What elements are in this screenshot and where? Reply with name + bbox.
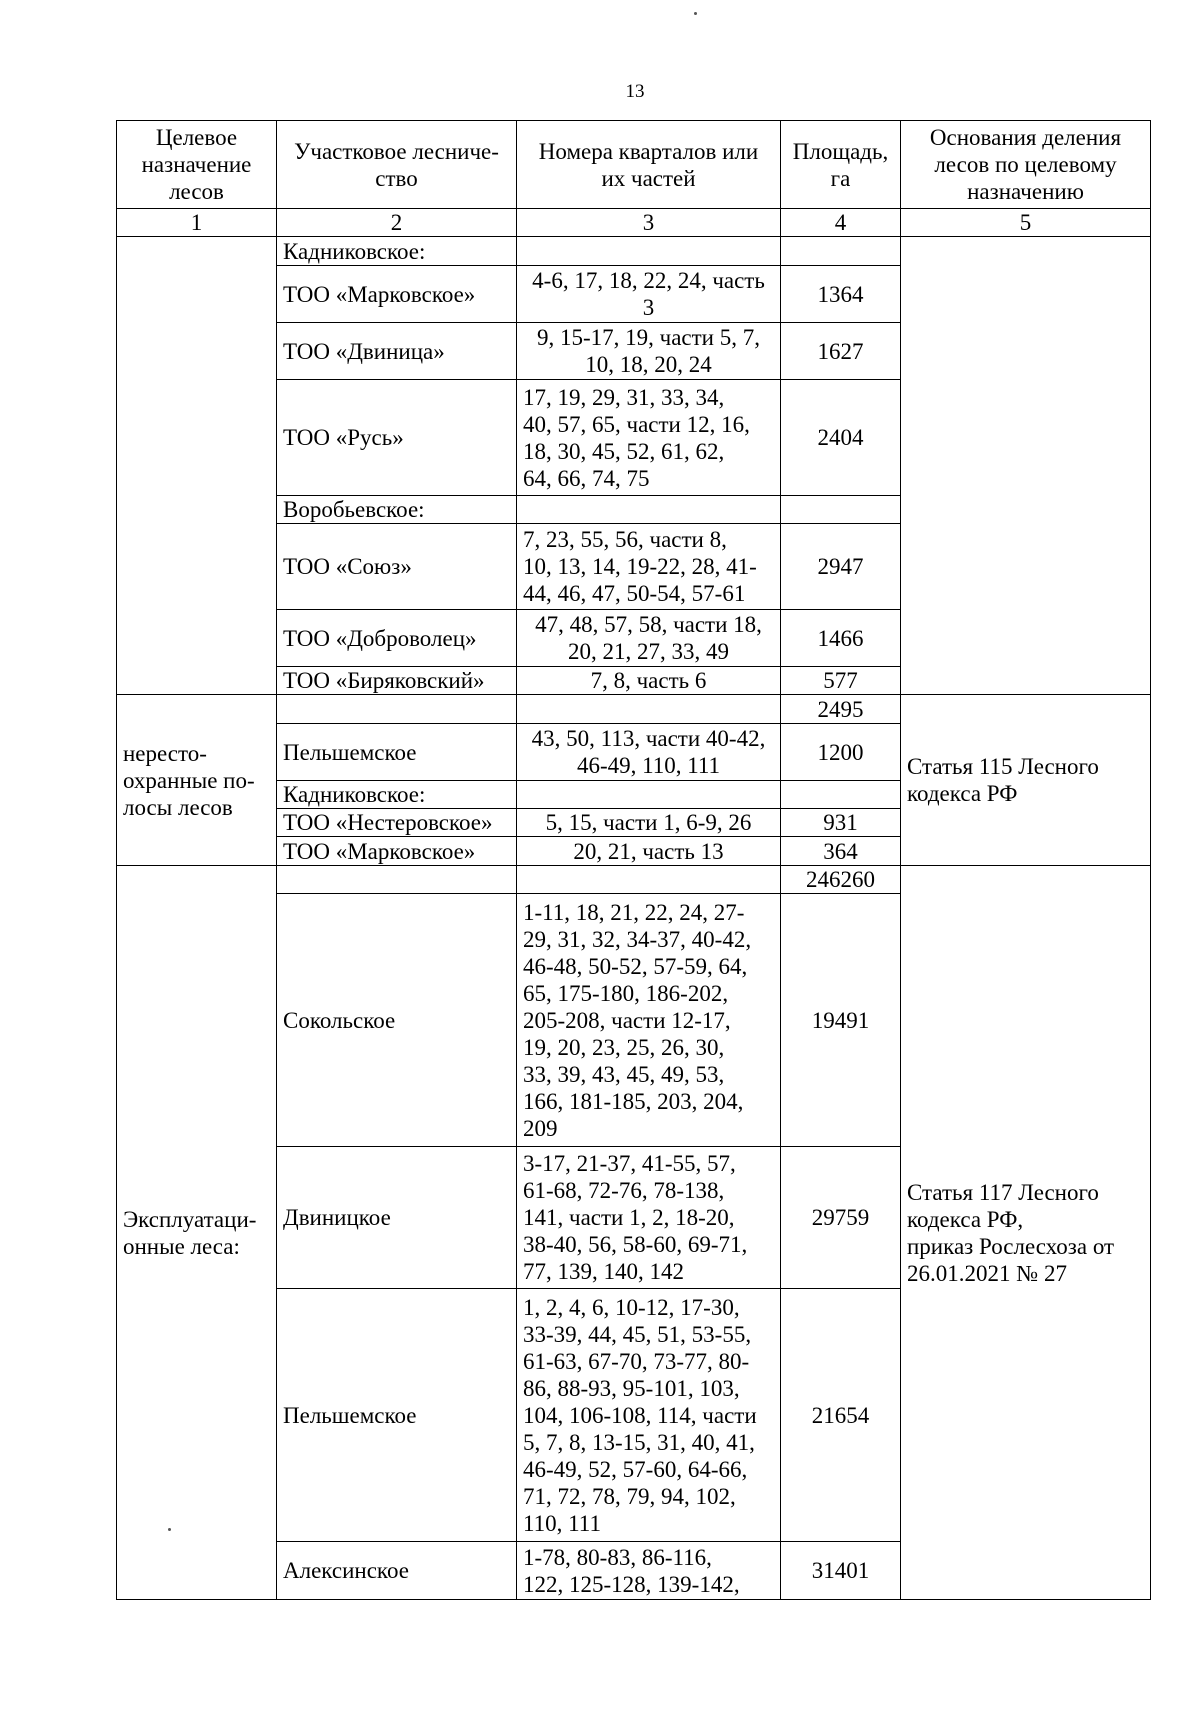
forestry-cell: Пельшемское [277,1289,517,1542]
forestry-cell: Сокольское [277,894,517,1147]
table-header-row [117,121,1151,209]
area-cell: 364 [781,837,901,866]
quarters-cell [517,695,781,724]
forestry-cell: ТОО «Союз» [277,524,517,610]
quarters-cell: 7, 8, часть 6 [517,667,781,695]
quarters-cell: 7, 23, 55, 56, части 8, 10, 13, 14, 19-22, 28, 41- 44, 46, 47, 50-54, 57-61 [517,524,781,610]
quarters-cell: 1, 2, 4, 6, 10-12, 17-30, 33-39, 44, 45, 51, 53-55, 61-63, 67-70, 73-77, 80- 86, 88-93, 95-101, 103, 104, 106-108, 114, части 5, 7, 8, 13-15, 31, 40, 41, 46-49, 52, 57-60, 64-66, 71, 72, 78, 79, 94, 102, 110, 111 [517,1289,781,1542]
quarters-cell [517,781,781,809]
area-cell [781,496,901,524]
area-cell: 29759 [781,1147,901,1289]
quarters-cell [517,866,781,894]
area-cell: 2404 [781,380,901,496]
area-cell: 1364 [781,266,901,323]
column-number: 5 [901,209,1151,237]
header-quarters: Номера кварталов или их частей [517,121,781,209]
forestry-cell: Кадниковское: [277,781,517,809]
column-number: 4 [781,209,901,237]
area-cell: 19491 [781,894,901,1147]
quarters-cell: 1-11, 18, 21, 22, 24, 27- 29, 31, 32, 34-37, 40-42, 46-48, 50-52, 57-59, 64, 65, 175-180, 186-202, 205-208, части 12-17, 19, 20, 23, 25, 26, 30, 33, 39, 43, 45, 49, 53, 166, 181-185, 203, 204, 209 [517,894,781,1147]
header-basis: Основания деления лесов по целевому назначению [901,121,1151,209]
forestry-cell [277,695,517,724]
scan-speck [694,12,697,15]
forestry-cell: Двиницкое [277,1147,517,1289]
area-cell: 1466 [781,610,901,667]
header-forestry: Участковое лесниче- ство [277,121,517,209]
quarters-cell: 9, 15-17, 19, части 5, 7, 10, 18, 20, 24 [517,323,781,380]
basis-cell-article-115: Статья 115 Лесного кодекса РФ [901,695,1151,866]
area-cell: 1200 [781,724,901,781]
forestry-cell [277,866,517,894]
column-number: 2 [277,209,517,237]
scan-speck [168,1528,171,1531]
purpose-cell-exploitation-forests: Эксплуатаци- онные леса: [117,866,277,1600]
column-number-row [117,209,1151,237]
header-purpose: Целевое назначение лесов [117,121,277,209]
quarters-cell: 3-17, 21-37, 41-55, 57, 61-68, 72-76, 78-138, 141, части 1, 2, 18-20, 38-40, 56, 58-60, 69-71, 77, 139, 140, 142 [517,1147,781,1289]
area-total-cell: 2495 [781,695,901,724]
forest-purpose-table [116,120,1151,1600]
forestry-cell: ТОО «Доброволец» [277,610,517,667]
purpose-cell-spawning-strips: нересто- охранные по- лосы лесов [117,695,277,866]
basis-cell-group1 [901,237,1151,695]
forestry-cell: ТОО «Русь» [277,380,517,496]
purpose-cell-group1 [117,237,277,695]
forestry-cell: ТОО «Марковское» [277,837,517,866]
table-row [117,237,1151,266]
forestry-cell: ТОО «Биряковский» [277,667,517,695]
area-cell: 21654 [781,1289,901,1542]
area-cell: 2947 [781,524,901,610]
quarters-cell: 5, 15, части 1, 6-9, 26 [517,809,781,837]
column-number: 1 [117,209,277,237]
basis-cell-article-117: Статья 117 Лесного кодекса РФ, приказ Рослесхоза от 26.01.2021 № 27 [901,866,1151,1600]
quarters-cell [517,496,781,524]
quarters-cell [517,237,781,266]
area-cell [781,781,901,809]
area-total-cell: 246260 [781,866,901,894]
forestry-cell: Алексинское [277,1542,517,1600]
quarters-cell: 17, 19, 29, 31, 33, 34, 40, 57, 65, части 12, 16, 18, 30, 45, 52, 61, 62, 64, 66, 74, 75 [517,380,781,496]
area-cell: 931 [781,809,901,837]
table-row [117,866,1151,894]
table-row [117,695,1151,724]
quarters-cell: 1-78, 80-83, 86-116, 122, 125-128, 139-142, [517,1542,781,1600]
area-cell [781,237,901,266]
forestry-cell: ТОО «Нестеровское» [277,809,517,837]
quarters-cell: 47, 48, 57, 58, части 18, 20, 21, 27, 33, 49 [517,610,781,667]
forestry-cell: Кадниковское: [277,237,517,266]
area-cell: 1627 [781,323,901,380]
forestry-cell: ТОО «Двиница» [277,323,517,380]
column-number: 3 [517,209,781,237]
page-number: 13 [625,81,645,102]
forestry-cell: Пельшемское [277,724,517,781]
quarters-cell: 20, 21, часть 13 [517,837,781,866]
forestry-cell: ТОО «Марковское» [277,266,517,323]
area-cell: 31401 [781,1542,901,1600]
quarters-cell: 4-6, 17, 18, 22, 24, часть 3 [517,266,781,323]
header-area: Площадь, га [781,121,901,209]
area-cell: 577 [781,667,901,695]
quarters-cell: 43, 50, 113, части 40-42, 46-49, 110, 111 [517,724,781,781]
forestry-cell: Воробьевское: [277,496,517,524]
